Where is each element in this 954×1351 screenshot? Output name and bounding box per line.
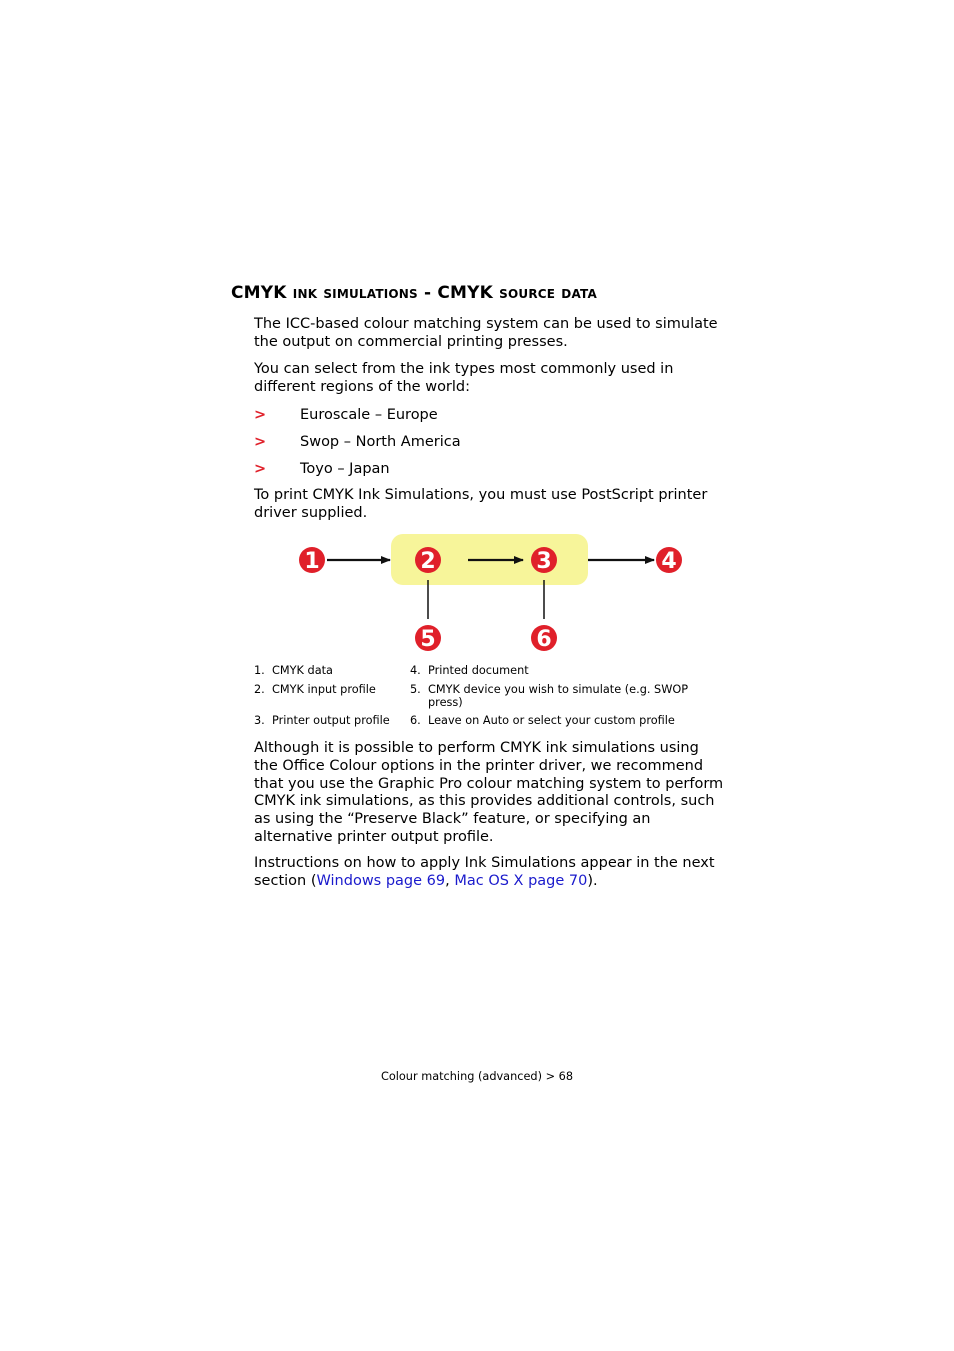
callout-3-label: 3 [536,549,552,574]
bullet-marker: > [254,407,267,423]
list-item-label: Swop – North America [300,434,461,450]
list-item [254,433,461,451]
legend-number: 2. [254,683,265,696]
list-item-label: Euroscale – Europe [300,407,438,423]
bullet-marker: > [254,434,267,450]
bullet-marker: > [254,461,267,477]
legend-item [254,714,404,727]
body-paragraph-2 [254,855,724,891]
callout-6 [531,625,557,652]
body-paragraph-1: Although it is possible to perform CMYK ink simulations using the Office Colour options in the printer driver, we recommend that you use the Graphic Pro colour matching system to perform CMYK ink simulations, as this provides additional controls, such as using the “Preserve Black” feature, or specifying an alternative printer output profile. [254,740,724,845]
legend-item [410,683,710,709]
list-item [254,460,390,478]
body-paragraph-2-suffix: ). [587,872,598,889]
callout-2-label: 2 [420,549,436,574]
intro-paragraph-2: You can select from the ink types most commonly used in different regions of the world: [254,361,674,395]
list-item-label: Toyo – Japan [300,461,390,477]
legend-item [410,664,710,677]
section-heading: CMYK ink simulations - CMYK source data [231,283,597,303]
legend-text: CMYK data [272,664,333,677]
callout-5-label: 5 [420,627,436,652]
callout-5 [415,625,441,652]
body-paragraph-2-prefix: Instructions on how to apply Ink Simulations appear in the next section ( [254,855,715,889]
legend-text: CMYK input profile [272,683,376,696]
legend-number: 3. [254,714,265,727]
page-footer: Colour matching (advanced) > 68 [380,1070,574,1083]
legend-number: 6. [410,714,421,727]
legend-text: Printed document [428,664,529,677]
colour-flow-diagram [290,528,700,658]
print-note: To print CMYK Ink Simulations, you must use PostScript printer driver supplied. [254,487,708,521]
legend-item [254,683,404,696]
legend-text: Printer output profile [272,714,390,727]
callout-1-label: 1 [304,549,320,574]
legend-number: 5. [410,683,421,696]
legend-item [410,714,710,727]
callout-6-label: 6 [536,627,552,652]
legend-text: CMYK device you wish to simulate (e.g. SWOP press) [428,683,689,709]
list-item [254,406,438,424]
callout-4-label: 4 [661,549,677,574]
intro-paragraph-1: The ICC-based colour matching system can be used to simulate the output on commercial printing presses. [254,316,718,350]
callout-1 [299,547,325,574]
legend-text: Leave on Auto or select your custom profile [428,714,675,727]
legend-item [254,664,404,677]
link-separator: , [445,872,455,889]
callout-4 [656,547,682,574]
windows-page-link[interactable]: Windows page 69 [316,872,446,889]
mac-os-x-page-link[interactable]: Mac OS X page 70 [454,872,588,889]
legend-number: 4. [410,664,421,677]
legend-number: 1. [254,664,265,677]
